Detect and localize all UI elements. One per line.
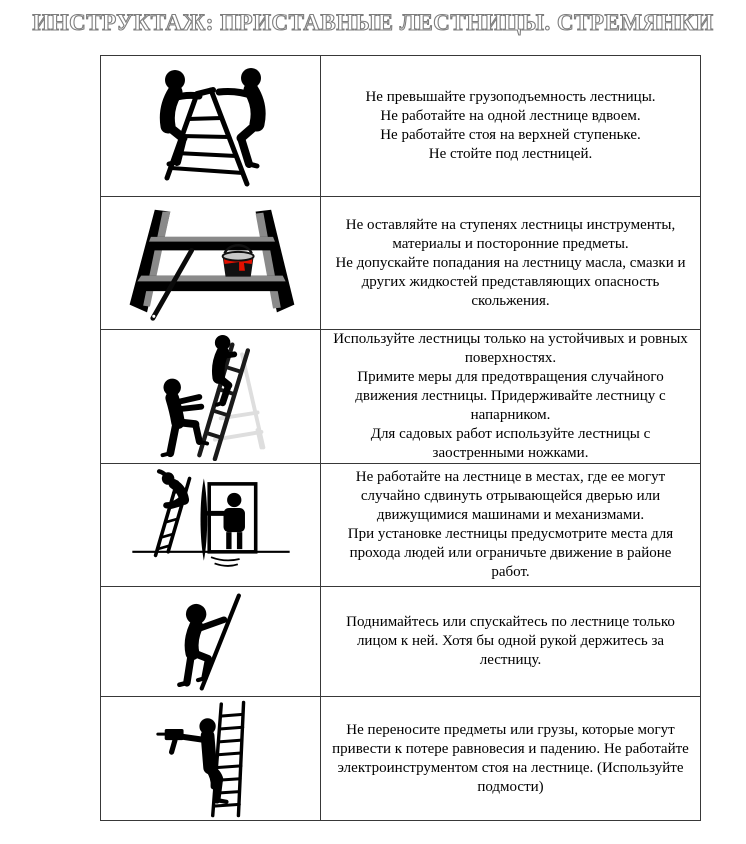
pictogram-cell xyxy=(101,56,321,196)
two-workers-on-stepladder-icon xyxy=(111,60,311,192)
safety-instructions-table xyxy=(100,55,701,821)
pictogram-cell xyxy=(101,587,321,696)
page-title: ИНСТРУКТАЖ: ПРИСТАВНЫЕ ЛЕСТНИЦЫ. СТРЕМЯНКИ xyxy=(32,10,714,35)
instruction-cell xyxy=(321,464,700,586)
table-row xyxy=(101,696,700,820)
instruction-cell xyxy=(321,197,700,329)
instruction-text: Для садовых работ используйте лестницы с заостренными ножками. xyxy=(370,426,651,461)
instruction-text: Не работайте на одной лестнице вдвоем. xyxy=(380,108,641,124)
instruction-text: Используйте лестницы только на устойчивых и ровных поверхностях. xyxy=(333,331,688,366)
instruction-cell xyxy=(321,587,700,696)
pictogram-cell xyxy=(101,697,321,820)
table-row xyxy=(101,56,700,196)
table-row xyxy=(101,196,700,329)
instruction-cell xyxy=(321,697,700,820)
instruction-text: Не работайте стоя на верхней ступеньке. xyxy=(380,127,641,143)
instruction-cell xyxy=(321,330,700,463)
instruction-text: Не допускайте попадания на лестницу масла, смазки и других жидкостей представляющих опасность скольжения. xyxy=(335,254,686,309)
instruction-text: Не работайте на лестнице в местах, где ее могут случайно сдвинуть отрывающейся дверью или движущимися машинами и механизмами. xyxy=(355,469,666,523)
worker-steadying-ladder-for-climber-icon xyxy=(111,333,311,461)
table-row xyxy=(101,329,700,463)
pictogram-cell xyxy=(101,330,321,463)
instruction-text: Не превышайте грузоподъемность лестницы. xyxy=(365,89,656,105)
table-row xyxy=(101,463,700,586)
pictogram-cell xyxy=(101,464,321,586)
instruction-text: Не оставляйте на ступенях лестницы инструменты, материалы и посторонние предметы. xyxy=(345,216,676,252)
instruction-text: Примите меры для предотвращения случайного движения лестницы. Придерживайте лестницу с напарником. xyxy=(355,369,666,423)
paint-bucket-on-ladder-rung-icon xyxy=(111,200,311,326)
door-knocking-over-ladder-icon xyxy=(111,466,311,584)
instruction-text: Не переносите предметы или грузы, которые могут привести к потере равновесия и падению. Не работайте электроинструментом стоя на лестнице. (Используйте подмости) xyxy=(332,721,689,795)
instruction-cell xyxy=(321,56,700,196)
instruction-text: При установке лестницы предусмотрите места для прохода людей или ограничьте движение в районе работ. xyxy=(347,526,674,580)
instruction-text: Не стойте под лестницей. xyxy=(428,146,593,162)
instruction-text: Поднимайтесь или спускайтесь по лестнице только лицом к ней. Хотя бы одной рукой держитесь за лестницу. xyxy=(346,614,675,668)
table-row xyxy=(101,586,700,696)
climbing-ladder-facing-it-icon xyxy=(111,590,311,694)
worker-with-drill-on-ladder-icon xyxy=(111,699,311,819)
pictogram-cell xyxy=(101,197,321,329)
